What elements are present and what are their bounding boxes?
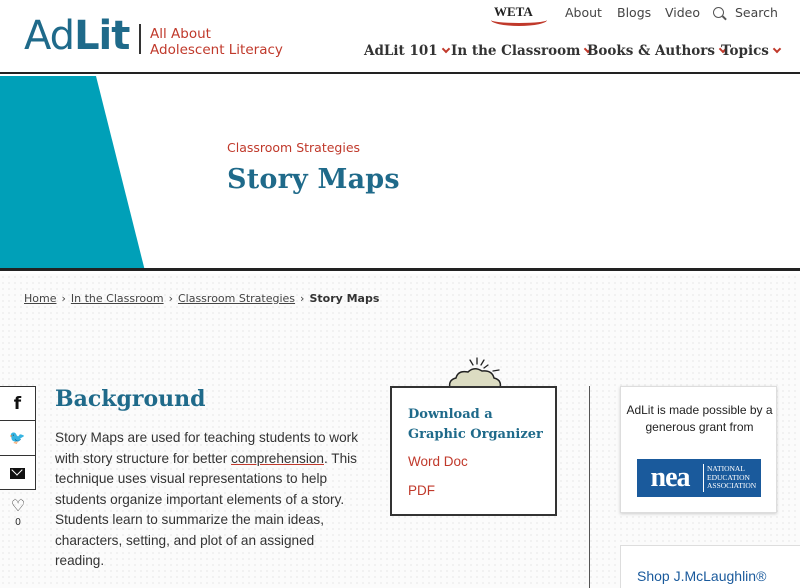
pdf-link[interactable]: PDF [408, 483, 435, 498]
nav-in-the-classroom[interactable] [451, 43, 591, 59]
nav-books-authors-label: Books & Authors [587, 43, 716, 59]
twitter-icon: 🐦 [9, 431, 26, 446]
nav-about-link[interactable]: About [565, 5, 602, 20]
chevron-down-icon [773, 45, 781, 53]
site-header [0, 0, 800, 74]
breadcrumb-in-the-classroom[interactable]: In the Classroom [70, 292, 164, 305]
sponsor-text: AdLit is made possible by a generous grant from [626, 403, 773, 434]
heart-icon: ♡ [10, 496, 26, 515]
nea-logo-mark: nea [650, 462, 690, 493]
chevron-down-icon [441, 45, 449, 53]
nea-logo[interactable] [637, 459, 761, 497]
word-doc-link[interactable]: Word Doc [408, 454, 468, 469]
weta-swoosh [491, 14, 547, 26]
sponsor-card [620, 386, 777, 513]
site-tagline [150, 26, 283, 58]
logo-text-lit: Lit [74, 13, 130, 59]
logo-text-ad: Ad [24, 13, 75, 59]
background-text [55, 428, 365, 572]
twitter-share-button[interactable] [0, 422, 35, 456]
breadcrumb-classroom-strategies[interactable]: Classroom Strategies [177, 292, 296, 305]
comprehension-link[interactable]: comprehension [231, 450, 324, 466]
nea-logo-divider [703, 464, 704, 492]
cloud-icon [446, 356, 504, 390]
breadcrumb-chevron-icon: › [61, 292, 66, 305]
facebook-share-button[interactable] [0, 387, 35, 421]
facebook-icon: f [13, 393, 22, 414]
email-share-button[interactable] [0, 456, 35, 490]
sidebar-divider [589, 386, 590, 588]
graphic-organizer-title: Download a Graphic Organizer [408, 407, 543, 442]
nea-logo-words: NATIONAL EDUCATION ASSOCIATION [707, 464, 757, 491]
search-icon[interactable] [713, 7, 724, 18]
hero-teal-shape [0, 76, 800, 271]
nav-video-link[interactable]: Video [665, 5, 701, 20]
weta-logo[interactable]: WETA [494, 4, 533, 19]
tagline-line-2: Adolescent Literacy [150, 42, 283, 58]
shop-link[interactable]: Shop J.McLaughlin® [628, 566, 800, 588]
tagline-line-1: All About [150, 26, 211, 42]
logo-divider [139, 24, 141, 54]
like-count: 0 [14, 517, 22, 528]
share-rail [0, 386, 36, 490]
nav-in-the-classroom-label: In the Classroom [451, 43, 581, 59]
graphic-organizer-card [390, 386, 557, 516]
breadcrumb-chevron-icon: › [300, 292, 305, 305]
nav-topics-label: Topics [721, 43, 769, 59]
breadcrumb-home[interactable]: Home [24, 292, 57, 305]
search-link[interactable]: Search [735, 5, 778, 20]
hero-eyebrow[interactable]: Classroom Strategies [227, 140, 361, 155]
page-title: Story Maps [227, 164, 400, 195]
background-text-part-1: Story Maps are used for teaching students to work with story structure for better [55, 430, 358, 466]
breadcrumb-current: Story Maps [309, 292, 380, 305]
adlit-logo[interactable] [24, 14, 129, 58]
nav-topics[interactable] [721, 43, 780, 59]
breadcrumb-chevron-icon: › [168, 292, 173, 305]
nav-books-authors[interactable] [587, 43, 726, 59]
nav-adlit-101[interactable] [364, 43, 449, 59]
breadcrumb [24, 292, 379, 305]
background-heading: Background [55, 386, 206, 412]
mail-icon [10, 468, 25, 479]
like-button[interactable] [8, 498, 28, 528]
nav-adlit-101-label: AdLit 101 [364, 43, 438, 59]
nav-blogs-link[interactable]: Blogs [617, 5, 652, 20]
page-hero [0, 76, 800, 271]
background-text-part-2: . This technique uses visual representations to help students organize important elements of a story. Students learn to summarize the main ideas, characters, setting, and plot of an assigned reading. [55, 450, 357, 568]
